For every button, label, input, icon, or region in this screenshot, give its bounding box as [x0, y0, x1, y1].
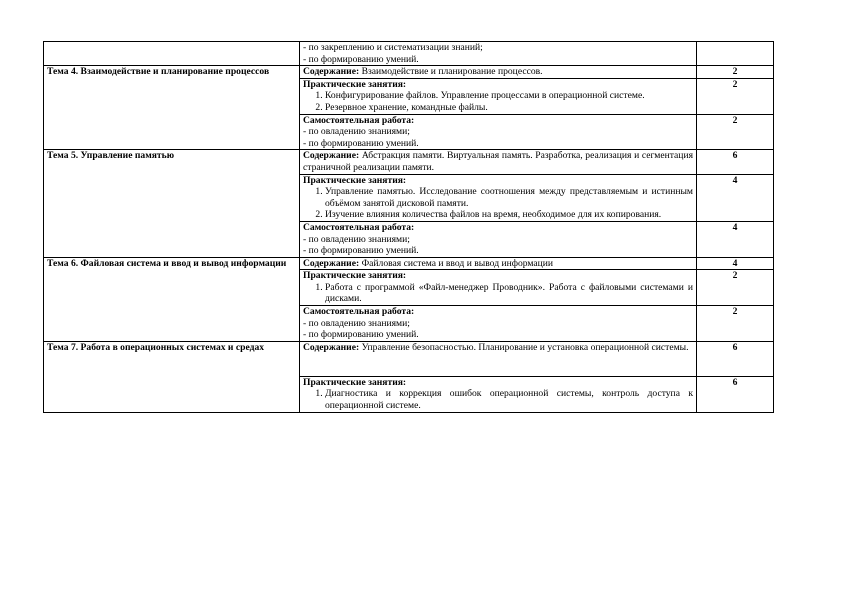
- list-item: 1. Управление памятью. Исследование соотношения между представляемым и истинным объёмом занятой дисковой памяти.: [325, 186, 693, 209]
- list-item: 1. Диагностика и коррекция ошибок операционной системы, контроль доступа к операционной системе.: [325, 388, 693, 411]
- topic-cell: Тема 5. Управление памятью: [44, 150, 300, 257]
- topic-cell: Тема 6. Файловая система и ввод и вывод информации: [44, 257, 300, 341]
- hours-cell: 2: [697, 306, 774, 342]
- hours-cell: 2: [697, 114, 774, 150]
- list-item: 2. Изучение влияния количества файлов на время, необходимое для их копирования.: [325, 209, 693, 221]
- table-row: [44, 66, 774, 79]
- content-cell: [300, 257, 697, 270]
- hours-cell: 2: [697, 78, 774, 114]
- hours-cell: 4: [697, 257, 774, 270]
- self-work-label: Самостоятельная работа:: [303, 306, 415, 318]
- topic-cell: [44, 42, 300, 66]
- table-row: [44, 257, 774, 270]
- content-label: Содержание:: [303, 150, 360, 162]
- hours-cell: 6: [697, 341, 774, 376]
- hours-cell: 4: [697, 174, 774, 221]
- content-cell: [300, 376, 697, 412]
- content-cell: [300, 42, 697, 66]
- content-cell: [300, 270, 697, 306]
- list-item: 2. Резервное хранение, командные файлы.: [325, 102, 693, 114]
- content-cell: [300, 78, 697, 114]
- content-cell: [300, 150, 697, 174]
- content-cell: [300, 341, 697, 376]
- practice-list: [303, 282, 693, 305]
- topic-cell: Тема 4. Взаимодействие и планирование процессов: [44, 66, 300, 150]
- content-label: Содержание:: [303, 341, 360, 353]
- practice-list: [303, 186, 693, 221]
- hours-cell: 6: [697, 150, 774, 174]
- curriculum-table: [43, 41, 774, 413]
- list-item: 1. Конфигурирование файлов. Управление процессами в операционной системе.: [325, 90, 693, 102]
- hours-cell: 2: [697, 270, 774, 306]
- hours-cell: 2: [697, 66, 774, 79]
- hours-cell: 6: [697, 376, 774, 412]
- content-cell: [300, 114, 697, 150]
- content-text: Управление безопасностью. Планирование и установка операционной системы.: [361, 341, 689, 353]
- content-cell: [300, 66, 697, 79]
- table-row: [44, 341, 774, 376]
- content-cell: [300, 174, 697, 221]
- hours-cell: [697, 42, 774, 66]
- practice-list: [303, 90, 693, 113]
- content-label: Содержание:: [303, 257, 360, 269]
- content-line: - по овладению знаниями;: [303, 126, 410, 138]
- practice-label: Практические занятия:: [303, 174, 407, 186]
- table-row: [44, 150, 774, 174]
- content-line: - по овладению знаниями;: [303, 317, 410, 329]
- practice-label: Практические занятия:: [303, 270, 407, 282]
- list-item: 1. Работа с программой «Файл-менеджер Проводник». Работа с файловыми системами и дисками.: [325, 282, 693, 305]
- content-line: - по формированию умений.: [303, 245, 419, 257]
- table-row: [44, 42, 774, 66]
- content-text: Абстракция памяти. Виртуальная память. Разработка, реализация и сегментация страничной реализации памяти.: [303, 150, 693, 173]
- content-text: Взаимодействие и планирование процессов.: [361, 66, 543, 78]
- practice-label: Практические занятия:: [303, 376, 407, 388]
- practice-list: [303, 388, 693, 411]
- content-line: - по формированию умений.: [303, 329, 419, 341]
- content-line: - по овладению знаниями;: [303, 233, 410, 245]
- content-line: - по формированию умений.: [303, 137, 419, 149]
- content-line: - по формированию умений.: [303, 53, 419, 65]
- content-label: Содержание:: [303, 66, 360, 78]
- self-work-label: Самостоятельная работа:: [303, 114, 415, 126]
- content-text: Файловая система и ввод и вывод информации: [361, 257, 554, 269]
- practice-label: Практические занятия:: [303, 78, 407, 90]
- hours-cell: 4: [697, 221, 774, 257]
- content-cell: [300, 306, 697, 342]
- content-cell: [300, 221, 697, 257]
- topic-cell: Тема 7. Работа в операционных системах и средах: [44, 341, 300, 412]
- self-work-label: Самостоятельная работа:: [303, 221, 415, 233]
- content-line: - по закреплению и систематизации знаний;: [303, 42, 483, 53]
